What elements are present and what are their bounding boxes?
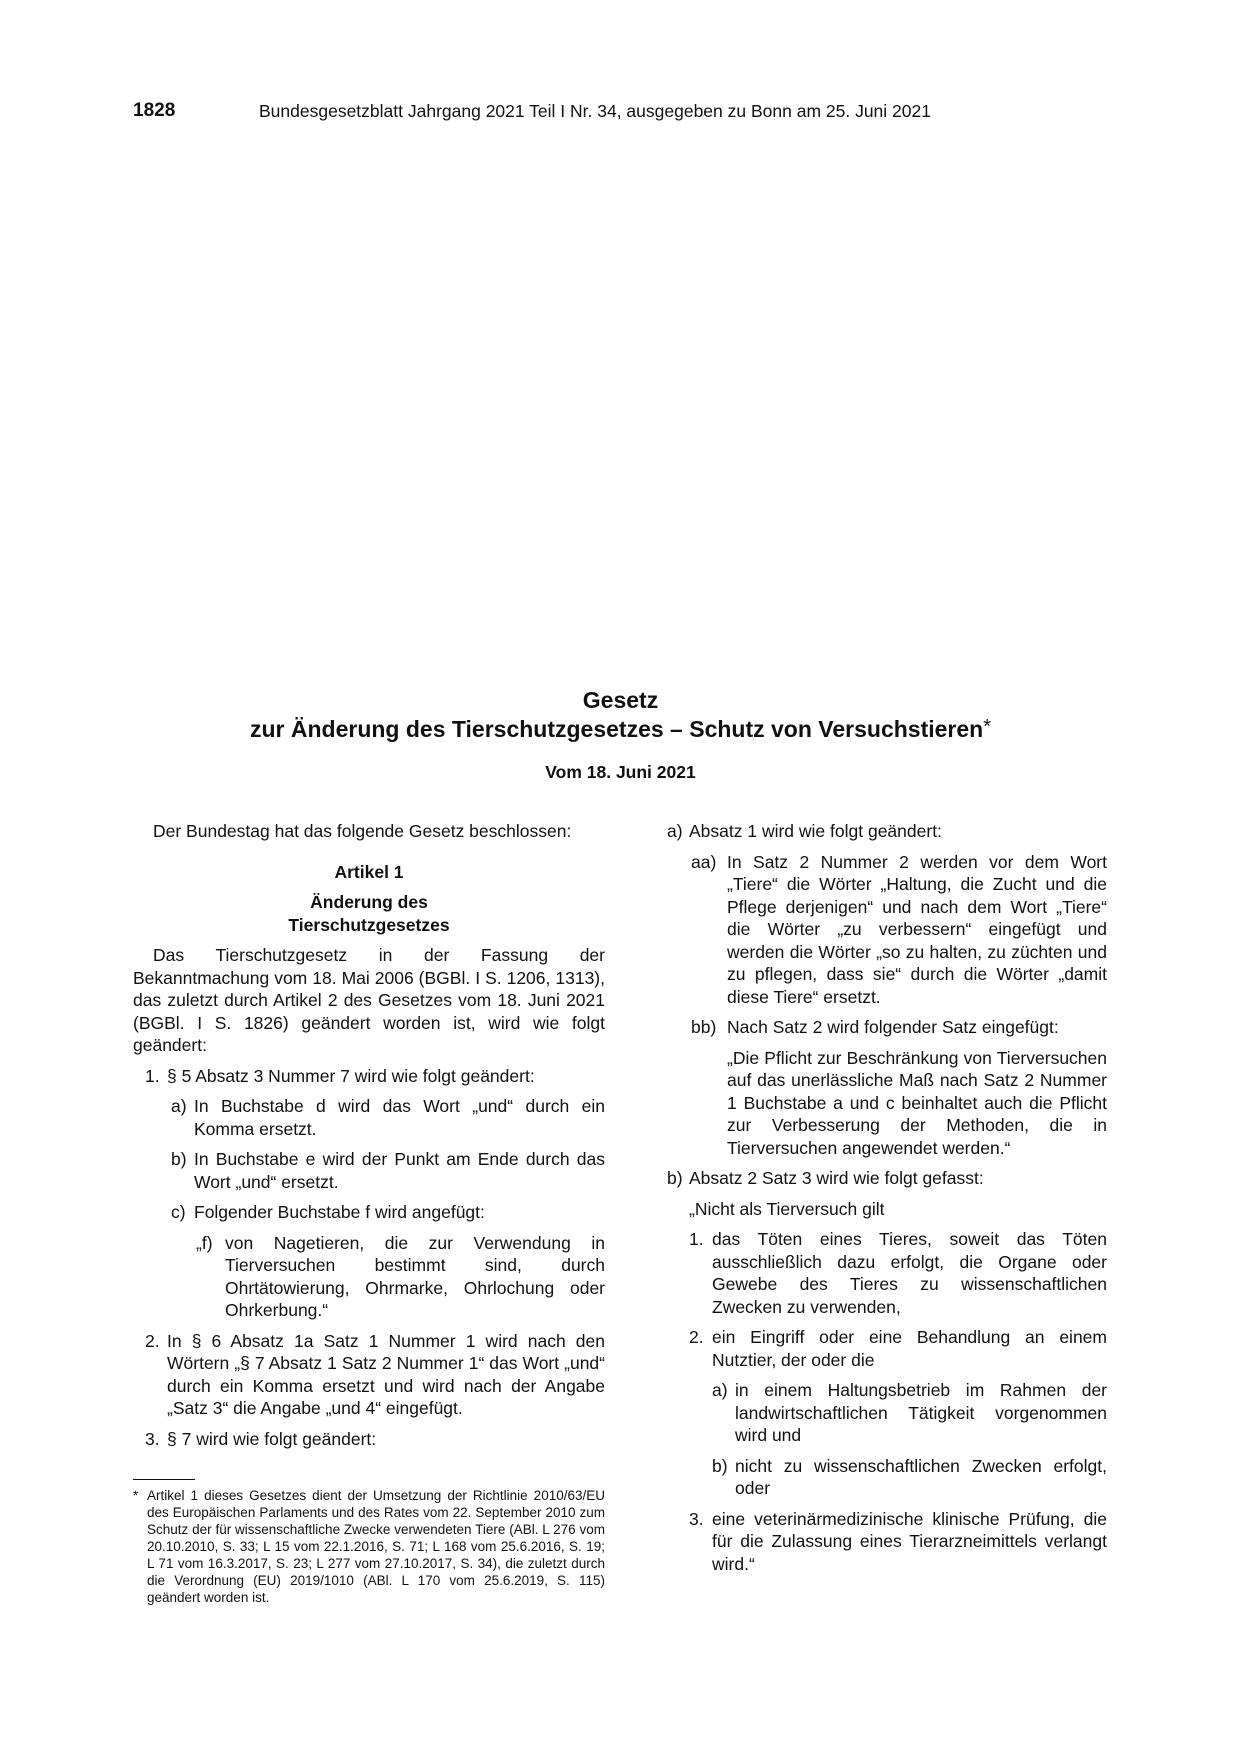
header-text: Bundesgesetzblatt Jahrgang 2021 Teil I Nr. 34, ausgegeben zu Bonn am 25. Juni 2021 — [259, 101, 931, 121]
list-item: b) Absatz 2 Satz 3 wird wie folgt gefasst: — [667, 1168, 984, 1188]
article-intro: Das Tierschutzgesetz in der Fassung der Bekanntmachung vom 18. Mai 2006 (BGBl. I S. 1206, 1313), das zuletzt durch Artikel 2 des Gesetzes vom 18. Juni 2021 (BGBl. I S. 1826) geändert worden ist, wird wie folgt geändert: — [133, 945, 605, 1055]
list-item: 1. § 5 Absatz 3 Nummer 7 wird wie folgt geändert: — [145, 1065, 535, 1086]
list-item: 2. In § 6 Absatz 1a Satz 1 Nummer 1 wird nach den Wörtern „§ 7 Absatz 1 Satz 2 Nummer 1“ das Wort „und“ durch ein Komma ersetzt und wird nach der Angabe „Satz 3“ die Angabe „und 4“ eingefügt. — [145, 1330, 605, 1418]
list-item: 3. § 7 wird wie folgt geändert: — [145, 1428, 377, 1449]
list-item: b) nicht zu wissenschaftlichen Zwecken erfolgt, oder — [712, 1455, 1107, 1498]
article-heading-2: Tierschutzgesetzes — [288, 914, 450, 935]
list-item: b) In Buchstabe e wird der Punkt am Ende durch das Wort „und“ ersetzt. — [171, 1149, 605, 1192]
list-item: 1. das Töten eines Tieres, soweit das Töten ausschließlich dazu erfolgt, die Organe oder Gewebe des Tieres zu wissenschaftlichen Zwecken zu verwenden, — [689, 1229, 1107, 1317]
right-column — [667, 820, 1107, 1575]
left-column — [133, 820, 605, 1450]
quoted-provision: „Nicht als Tierversuch gilt — [689, 1198, 885, 1219]
running-header — [133, 100, 1108, 126]
footnote — [133, 1487, 605, 1606]
list-item: a) Absatz 1 wird wie folgt geändert: — [667, 821, 942, 841]
quoted-provision: „f) von Nagetieren, die zur Verwendung in Tierversuchen bestimmt sind, durch Ohrtätowierung, Ohrmarke, Ohrlochung oder Ohrkerbung.“ — [196, 1232, 605, 1320]
footnote-rule — [133, 1479, 195, 1480]
list-item: 3. eine veterinärmedizinische klinische Prüfung, die für die Zulassung eines Tierarzneimittels verlangt wird.“ — [689, 1508, 1107, 1574]
title-line-1: Gesetz — [582, 687, 659, 713]
quoted-provision: „Die Pflicht zur Beschränkung von Tierversuchen auf das unerlässliche Maß nach Satz 2 Nummer 1 Buchstabe a und c beinhaltet auch die Pflicht zur Verbesserung der Methoden, die in Tierversuchen angewendet werden.“ — [727, 1047, 1107, 1158]
list-item: c) Folgender Buchstabe f wird angefügt: — [171, 1202, 485, 1222]
law-date: Vom 18. Juni 2021 — [545, 762, 696, 782]
list-item: a) in einem Haltungsbetrieb im Rahmen der landwirtschaftlichen Tätigkeit vorgenommen wird und — [712, 1380, 1107, 1445]
footnote-marker: * — [983, 716, 992, 738]
list-item: bb) Nach Satz 2 wird folgender Satz eingefügt: — [691, 1017, 1059, 1037]
law-title — [133, 686, 1108, 744]
footnote-marker: * — [133, 1488, 139, 1503]
article-heading-1: Änderung des — [310, 892, 428, 912]
article-label: Artikel 1 — [334, 861, 404, 882]
list-item: aa) In Satz 2 Nummer 2 werden vor dem Wort „Tiere“ die Wörter „Haltung, die Zucht und die Pflege derjenigen“ und nach dem Wort „Tiere“ die Wörter „zu verbessern“ eingefügt und werden die Wörter „so zu halten, zu züchten und zu pflegen, dass sie“ durch die Wörter „damit diese Tiere“ ersetzt. — [691, 851, 1107, 1007]
preamble: Der Bundestag hat das folgende Gesetz beschlossen: — [153, 821, 572, 841]
title-line-2: zur Änderung des Tierschutzgesetzes – Schutz von Versuchstieren* — [249, 716, 992, 742]
footnote-text: Artikel 1 dieses Gesetzes dient der Umsetzung der Richtlinie 2010/63/EU des Europäischen Parlaments und des Rates vom 22. September 2010 zum Schutz der für wissenschaftliche Zwecke verwendeten Tiere (ABl. L 276 vom 20.10.2010, S. 33; L 15 vom 22.1.2016, S. 71; L 168 vom 25.6.2016, S. 19; L 71 vom 16.3.2017, S. 23; L 277 vom 27.10.2017, S. 34), die zuletzt durch die Verordnung (EU) 2019/1010 (ABl. L 170 vom 25.6.2019, S. 115) geändert worden ist. — [147, 1488, 605, 1605]
list-item: 2. ein Eingriff oder eine Behandlung an einem Nutztier, der oder die — [689, 1327, 1107, 1370]
list-item: a) In Buchstabe d wird das Wort „und“ durch ein Komma ersetzt. — [171, 1096, 605, 1139]
page-number: 1828 — [133, 100, 176, 121]
